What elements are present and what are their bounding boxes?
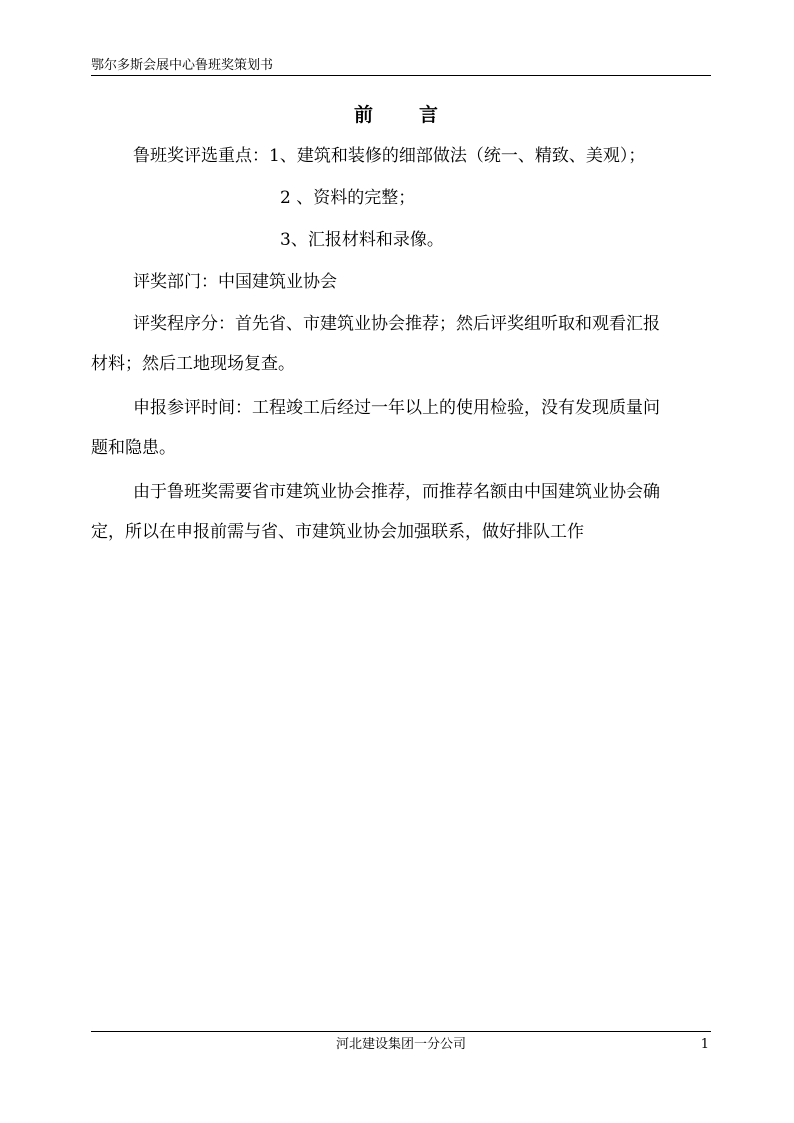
page-title: [354, 103, 438, 127]
text-line-7: 申报参评时间：工程竣工后经过一年以上的使用检验，没有发现质量问: [133, 398, 660, 418]
page-number: 1: [700, 1037, 709, 1052]
text-line-5: 评奖程序分：首先省、市建筑业协会推荐；然后评奖组听取和观看汇报: [133, 314, 660, 334]
text-line-4: 评奖部门：中国建筑业协会: [133, 272, 337, 292]
text-line-8: 题和隐患。: [91, 438, 176, 458]
text-line-6: 材料；然后工地现场复查。: [91, 354, 295, 374]
footer-company-name: 河北建设集团一分公司: [335, 1037, 466, 1052]
text-line-2: 2 、资料的完整；: [280, 188, 416, 208]
page-footer: [91, 1031, 711, 1058]
header-document-name: 鄂尔多斯会展中心鲁班奖策划书: [91, 58, 274, 73]
title-char-2: 言: [419, 104, 439, 126]
text-line-9: 由于鲁班奖需要省市建筑业协会推荐，而推荐名额由中国建筑业协会确: [133, 482, 660, 502]
text-line-3: 3、汇报材料和录像。: [280, 230, 444, 250]
text-line-10: 定，所以在申报前需与省、市建筑业协会加强联系，做好排队工作: [91, 522, 584, 542]
title-char-1: 前: [354, 104, 374, 126]
text-line-1: 鲁班奖评选重点：1、建筑和装修的细部做法（统一、精致、美观）；: [133, 146, 646, 166]
page-header: [91, 59, 711, 76]
